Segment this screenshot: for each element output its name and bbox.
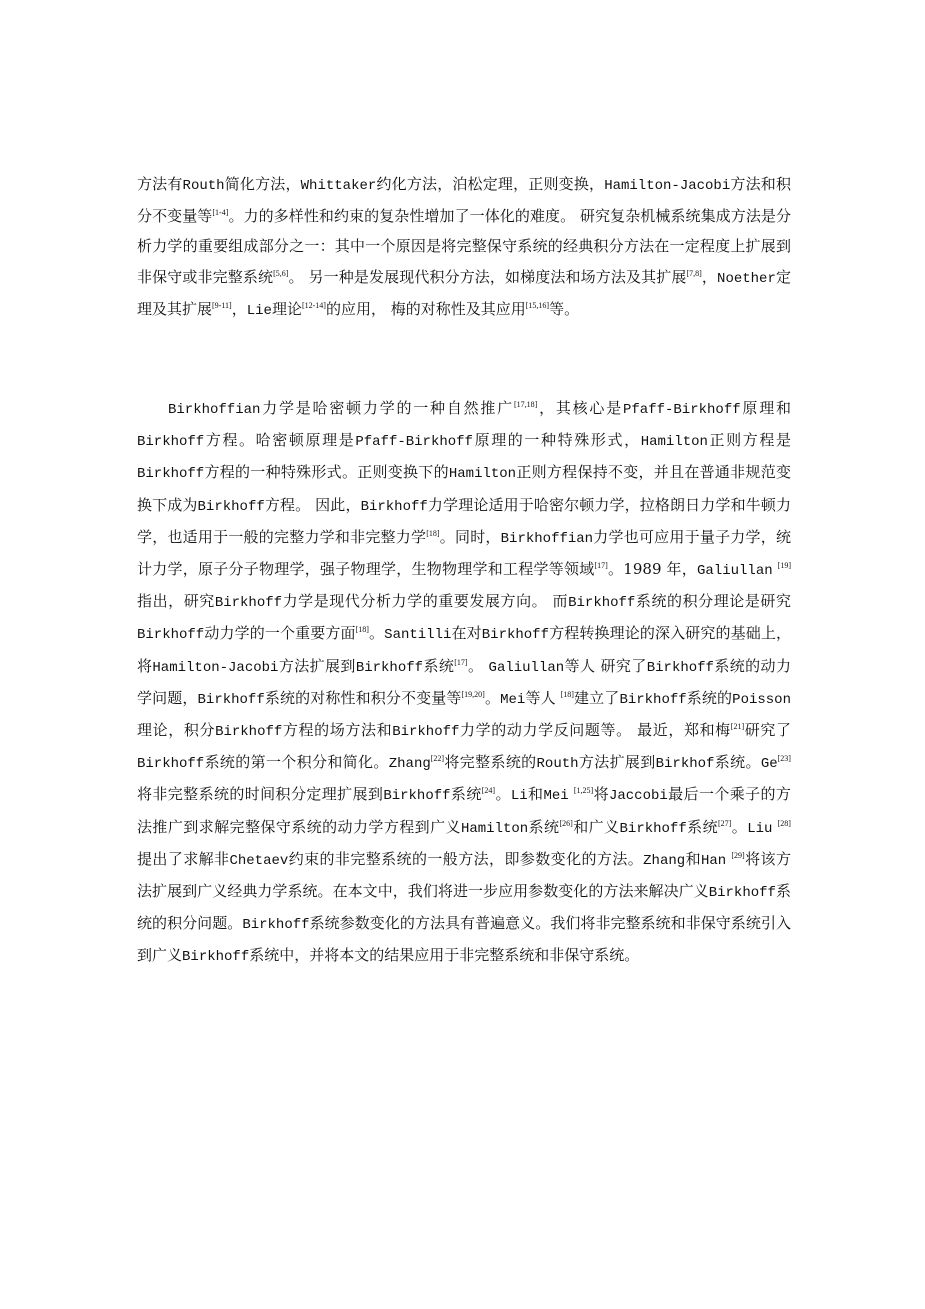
text-run: 简化方法， [224, 175, 301, 193]
latin-term: Mei [500, 691, 526, 708]
citation-ref: [17] [594, 561, 608, 571]
latin-term: Galiullan [697, 563, 773, 580]
text-run: 系统 [686, 817, 719, 836]
latin-term: Birkhoff [182, 949, 250, 966]
citation-ref: [17,18] [513, 400, 538, 409]
text-run: 系统的积分问题。 [137, 882, 791, 933]
text-run: 的应用， 梅的对称性及其应用 [325, 299, 526, 318]
text-run: 约化方法，泊松定理，正则变换， [376, 175, 605, 193]
text-run: 力学理论适用于哈密尔顿力学，拉格朗日力学和牛顿力学，也适用于一般的完整力学和非完整力学 [137, 495, 791, 546]
text-run: 力学的动力学反问题等。 最近，郑和梅 [459, 721, 731, 740]
text-run: 最后一个乘子的方法推广到求解完整保守系统的动力学方程到广义 [137, 785, 791, 836]
latin-term: Noether [717, 270, 776, 287]
text-run: 。 [731, 817, 748, 836]
latin-term: Li [510, 788, 528, 805]
text-run: 系统的积分理论是研究 [635, 592, 791, 611]
text-run: 系统参数变化的方法具有普遍意义。我们将非完整系统和非保守系统引入到广义 [137, 914, 791, 965]
text-run: ， [701, 267, 718, 286]
paragraph-1 [137, 169, 791, 326]
text-run: 系统 [528, 817, 560, 836]
text-run: 系统的 [686, 688, 733, 707]
text-run: 系统中，并将本文的结果应用于非完整系统和非保守系统。 [249, 946, 640, 965]
text-run: 等人 [525, 688, 561, 707]
citation-ref: [26] [559, 818, 573, 828]
text-run: 正则方程是 [707, 431, 791, 450]
citation-ref: [7,8] [686, 268, 702, 278]
latin-term: Routh [536, 756, 579, 773]
text-run: 建立了 [573, 688, 620, 707]
text-run: 方法扩展到 [278, 656, 356, 675]
citation-ref: [12-14] [301, 300, 326, 310]
citation-ref: [28] [777, 818, 791, 828]
latin-term: Birkhoff [137, 466, 205, 483]
text-run: 定理及其扩展 [137, 267, 791, 318]
text-run: 在对 [451, 624, 482, 643]
text-run: 提出了求解非 [137, 849, 230, 868]
latin-term: Birkhoffian [168, 402, 261, 418]
text-run: 方程转换理论的深入研究的基础上，将 [137, 624, 791, 675]
citation-ref: [21] [730, 722, 745, 732]
text-run: 方程的一种特殊形式。正则变换下的 [204, 463, 449, 482]
text-run: 等人 研究了 [564, 656, 647, 675]
text-run: 将完整系统的 [444, 753, 537, 772]
latin-term: Birkhoff [392, 724, 460, 741]
text-run: 原理和 [740, 399, 791, 417]
text-run: 将非完整系统的时间积分定理扩展到 [137, 785, 384, 804]
citation-ref: [22] [430, 754, 445, 764]
latin-term: Zhang [388, 756, 431, 773]
text-run: 研究了 [744, 721, 791, 740]
latin-term: Chetaev [229, 852, 289, 869]
text-run: 系统 [423, 656, 455, 675]
text-run: 。 [368, 624, 385, 643]
latin-term: Hamilton [640, 434, 708, 451]
latin-term: Pfaff-Birkhoff [355, 434, 473, 451]
latin-term: Birkhof [655, 756, 715, 773]
citation-ref: [1-4] [212, 208, 229, 218]
text-run: ， [231, 299, 247, 318]
text-run: 力学是哈密顿力学的一种自然推广 [260, 399, 514, 417]
citation-ref: [18] [426, 528, 440, 538]
text-run: 方程。哈密顿原理是 [204, 431, 356, 450]
text-run: ，其核心是 [537, 399, 623, 417]
text-run: 指出，研究 [137, 592, 215, 611]
citation-ref: [5,6] [273, 268, 289, 278]
latin-term: Hamilton [460, 820, 529, 837]
latin-term: Birkhoff [137, 756, 205, 773]
text-run: 系统的对称性和积分不变量等 [264, 688, 462, 707]
text-run: 系统的动力学问题， [137, 656, 791, 707]
text-run: 将该方法扩展到广义经典力学系统。在本文中，我们将进一步应用参数变化的方法来解决广义 [137, 849, 791, 901]
latin-term: Zhang [643, 852, 686, 869]
latin-term: Birkhoffian [500, 530, 594, 547]
text-run: 将 [593, 785, 609, 804]
citation-ref: [18] [355, 625, 369, 635]
latin-term: Mei [543, 788, 569, 805]
text-run: 系统的第一个积分和简化。 [204, 753, 389, 772]
latin-term: Jaccobi [608, 788, 668, 805]
citation-ref: [17] [454, 657, 468, 667]
text-run: 系统。 [714, 753, 761, 772]
latin-term: Birkhoff [242, 917, 310, 934]
citation-ref: [27] [718, 818, 732, 828]
text-run: 和 [527, 785, 544, 804]
text-run: 理论 [271, 299, 302, 318]
text-run: 。1989 年， [607, 560, 698, 579]
latin-term: Liu [747, 820, 773, 837]
latin-term: Santilli [384, 627, 452, 644]
latin-term: Birkhoff [568, 595, 636, 612]
latin-term: Birkhoff [619, 820, 687, 837]
text-run: 约束的非完整系统的一般方法，即参数变化的方法。 [288, 849, 644, 868]
citation-ref: [29] [731, 850, 745, 860]
latin-term: Routh [182, 178, 225, 194]
latin-term: Hamilton-Jacobi [604, 178, 731, 194]
citation-ref: [15,16] [525, 300, 550, 310]
latin-term: Lie [246, 302, 272, 319]
text-run: 动力学的一个重要方面 [204, 624, 356, 643]
text-run: 正则方程保持不变，并且在普通非规范变换下成为 [137, 463, 791, 514]
latin-term: Birkhoff [214, 595, 283, 612]
text-run: 。 [495, 785, 511, 804]
text-run: 方法和积分不变量等 [137, 175, 791, 226]
latin-term: Hamilton-Jacobi [152, 659, 279, 676]
latin-term: Birkhoff [360, 498, 428, 515]
latin-term: Birkhoff [355, 659, 424, 676]
latin-term: Hamilton [448, 466, 517, 483]
latin-term: Poisson [732, 691, 791, 708]
latin-term: Birkhoff [619, 691, 687, 708]
text-run: 方程。 因此， [264, 495, 361, 514]
latin-term: Birkhoff [708, 885, 776, 902]
latin-term: Birkhoff [197, 691, 265, 708]
citation-ref: [9-11] [212, 300, 232, 310]
latin-term: Birkhoff [646, 659, 714, 676]
text-run: 。 另一种是发展现代积分方法，如梯度法和场方法及其扩展 [288, 267, 687, 286]
latin-term: Birkhoff [383, 788, 451, 805]
text-run: 方程的场方法和 [282, 721, 393, 740]
text-run: 和 [685, 849, 701, 868]
latin-term: Birkhoff [197, 498, 265, 515]
latin-term: Galiullan [488, 659, 565, 676]
latin-term: Birkhoff [481, 627, 549, 644]
text-run: 理论，积分 [137, 721, 216, 740]
text-run: 。力的多样性和约束的复杂性增加了一体化的难度。 研究复杂机械系统集成方法是分析力学的重要组成部分之一：其中一个原因是将完整保守系统的经典积分方法在一定程度上扩展到非保守或非完整系统 [137, 207, 791, 286]
latin-term: Birkhoff [137, 434, 205, 451]
text-run: 方法有 [137, 175, 183, 193]
latin-term: Birkhoff [137, 627, 205, 644]
citation-ref: [19] [777, 561, 791, 571]
text-run: 。同时， [439, 527, 501, 546]
text-run: 原理的一种特殊形式， [472, 431, 641, 450]
text-run [772, 818, 777, 836]
latin-term: Han [700, 852, 727, 869]
text-run: 。 [484, 688, 501, 707]
latin-term: Whittaker [300, 178, 377, 194]
text-run: 和广义 [572, 817, 620, 836]
citation-ref: [19,20] [461, 689, 485, 699]
text-run: 力学也可应用于量子力学，统计力学，原子分子物理学，强子物理学，生物物理学和工程学等领域 [137, 527, 791, 579]
paragraph-2 [137, 393, 791, 973]
text-run: 力学是现代分析力学的重要发展方向。 而 [282, 592, 569, 611]
latin-term: Pfaff-Birkhoff [623, 402, 741, 418]
citation-ref: [18] [560, 689, 574, 699]
citation-ref: [23] [777, 754, 791, 764]
text-run: 。 [467, 656, 489, 675]
latin-term: Ge [760, 756, 778, 773]
text-run: 等。 [549, 299, 580, 318]
latin-term: Birkhoff [215, 724, 283, 741]
citation-ref: [1,25] [573, 786, 594, 796]
text-run [773, 560, 778, 578]
citation-ref: [24] [481, 786, 496, 796]
text-run: 系统 [450, 785, 482, 804]
text-run: 方法扩展到 [578, 753, 656, 772]
